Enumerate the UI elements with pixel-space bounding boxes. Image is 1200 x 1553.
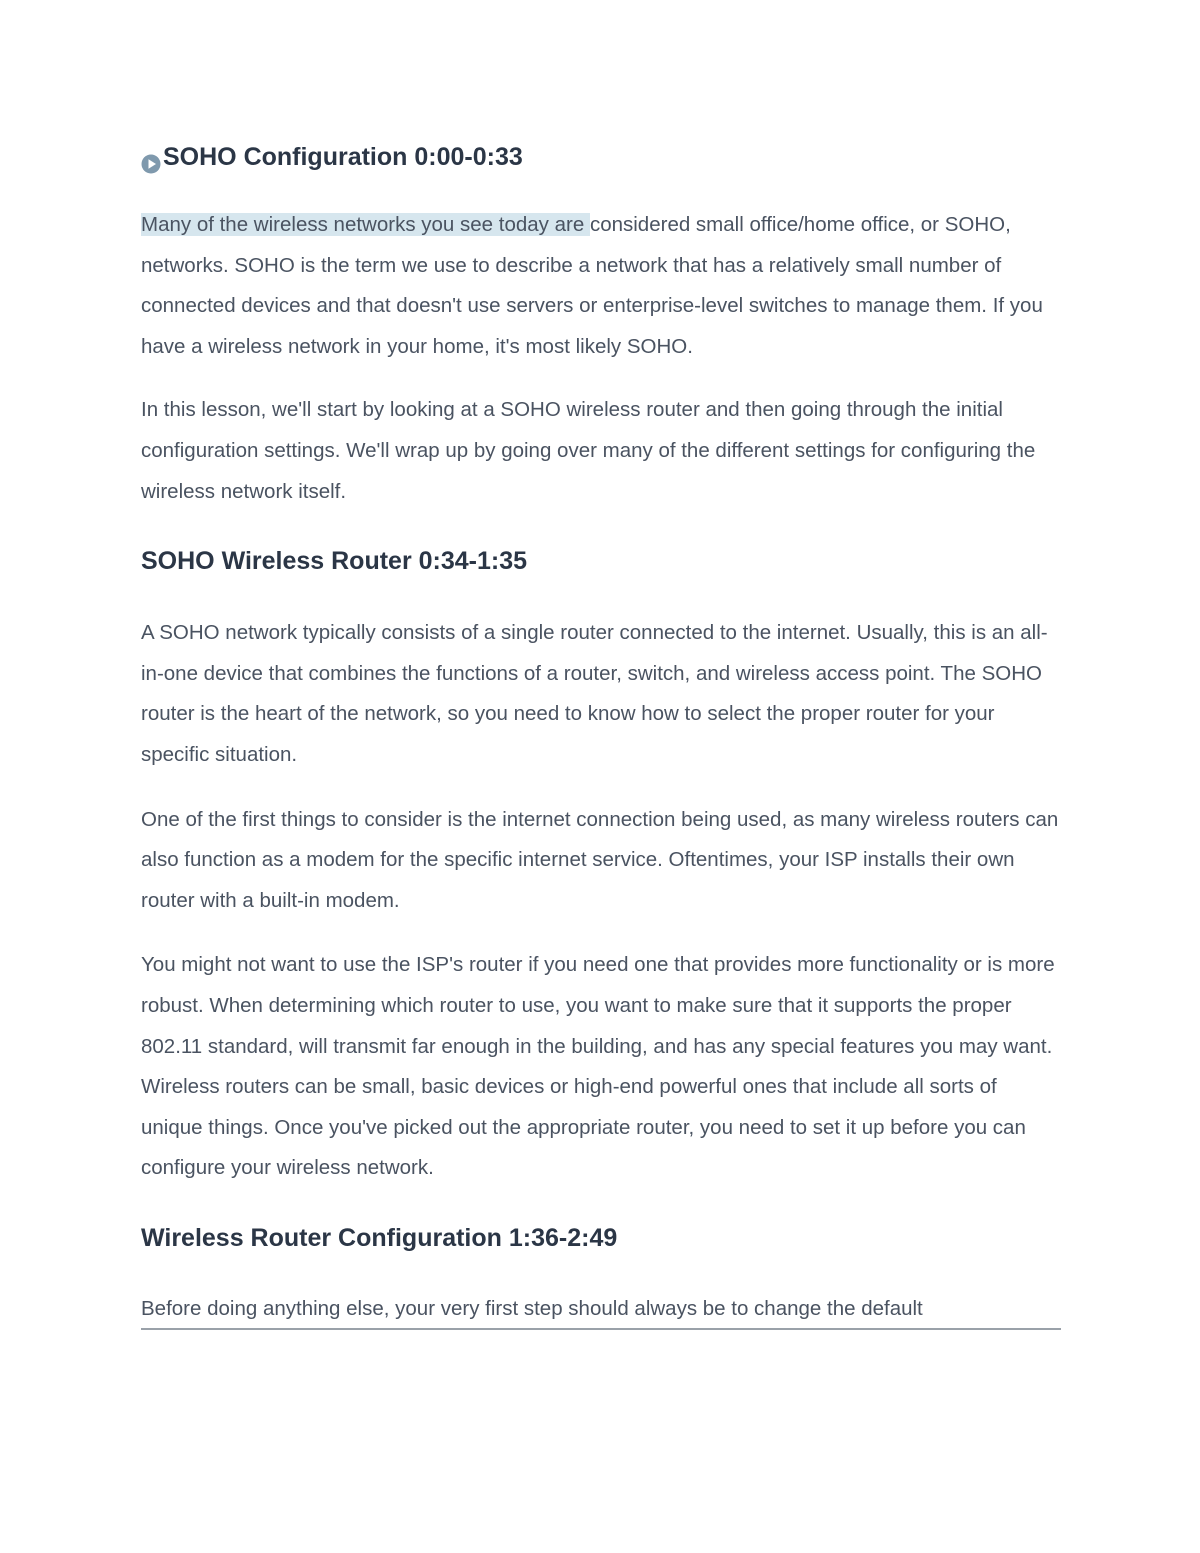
paragraph-text: Before doing anything else, your very first step should always be to change the default — [141, 1290, 1061, 1330]
heading-text: SOHO Configuration 0:00-0:33 — [163, 143, 523, 171]
paragraph: You might not want to use the ISP's router if you need one that provides more functionality or is more robust. When determining which router to use, you want to make sure that it supports the proper 802.11 standard, will transmit far enough in the building, and has any special features you may want. Wireless routers can be small, basic devices or high-end powerful ones that include all sorts of unique things. Once you've picked out the appropriate router, you need to set it up before you can configure your wireless network. — [141, 953, 1055, 1180]
paragraph — [141, 205, 1061, 367]
paragraph-text: considered small office/home office, or SOHO, networks. SOHO is the term we use to describe a network that has a relatively small number of connected devices and that doesn't use servers or enterprise-level switches to manage them. If you have a wireless network in your home, it's most likely SOHO. — [141, 213, 1043, 358]
highlighted-text: Many of the wireless networks you see today are — [141, 213, 590, 236]
paragraph — [141, 1290, 1061, 1330]
document-page — [141, 138, 1061, 1330]
paragraph: In this lesson, we'll start by looking at a SOHO wireless router and then going through the initial configuration settings. We'll wrap up by going over many of the different settings for configuring the wireless network itself. — [141, 398, 1036, 503]
section-heading-wireless-router-configuration: Wireless Router Configuration 1:36-2:49 — [141, 1223, 618, 1252]
section-heading-soho-wireless-router: SOHO Wireless Router 0:34-1:35 — [141, 547, 528, 576]
paragraph: A SOHO network typically consists of a single router connected to the internet. Usually, this is an all-in-one device that combines the functions of a router, switch, and wireless access point. The SOHO router is the heart of the network, so you need to know how to select the proper router for your specific situation. — [141, 621, 1048, 766]
play-circle-icon[interactable] — [141, 147, 161, 167]
section-heading-soho-configuration — [141, 138, 1061, 176]
paragraph: One of the first things to consider is the internet connection being used, as many wireless routers can also function as a modem for the specific internet service. Oftentimes, your ISP installs their own router with a built-in modem. — [141, 807, 1059, 912]
